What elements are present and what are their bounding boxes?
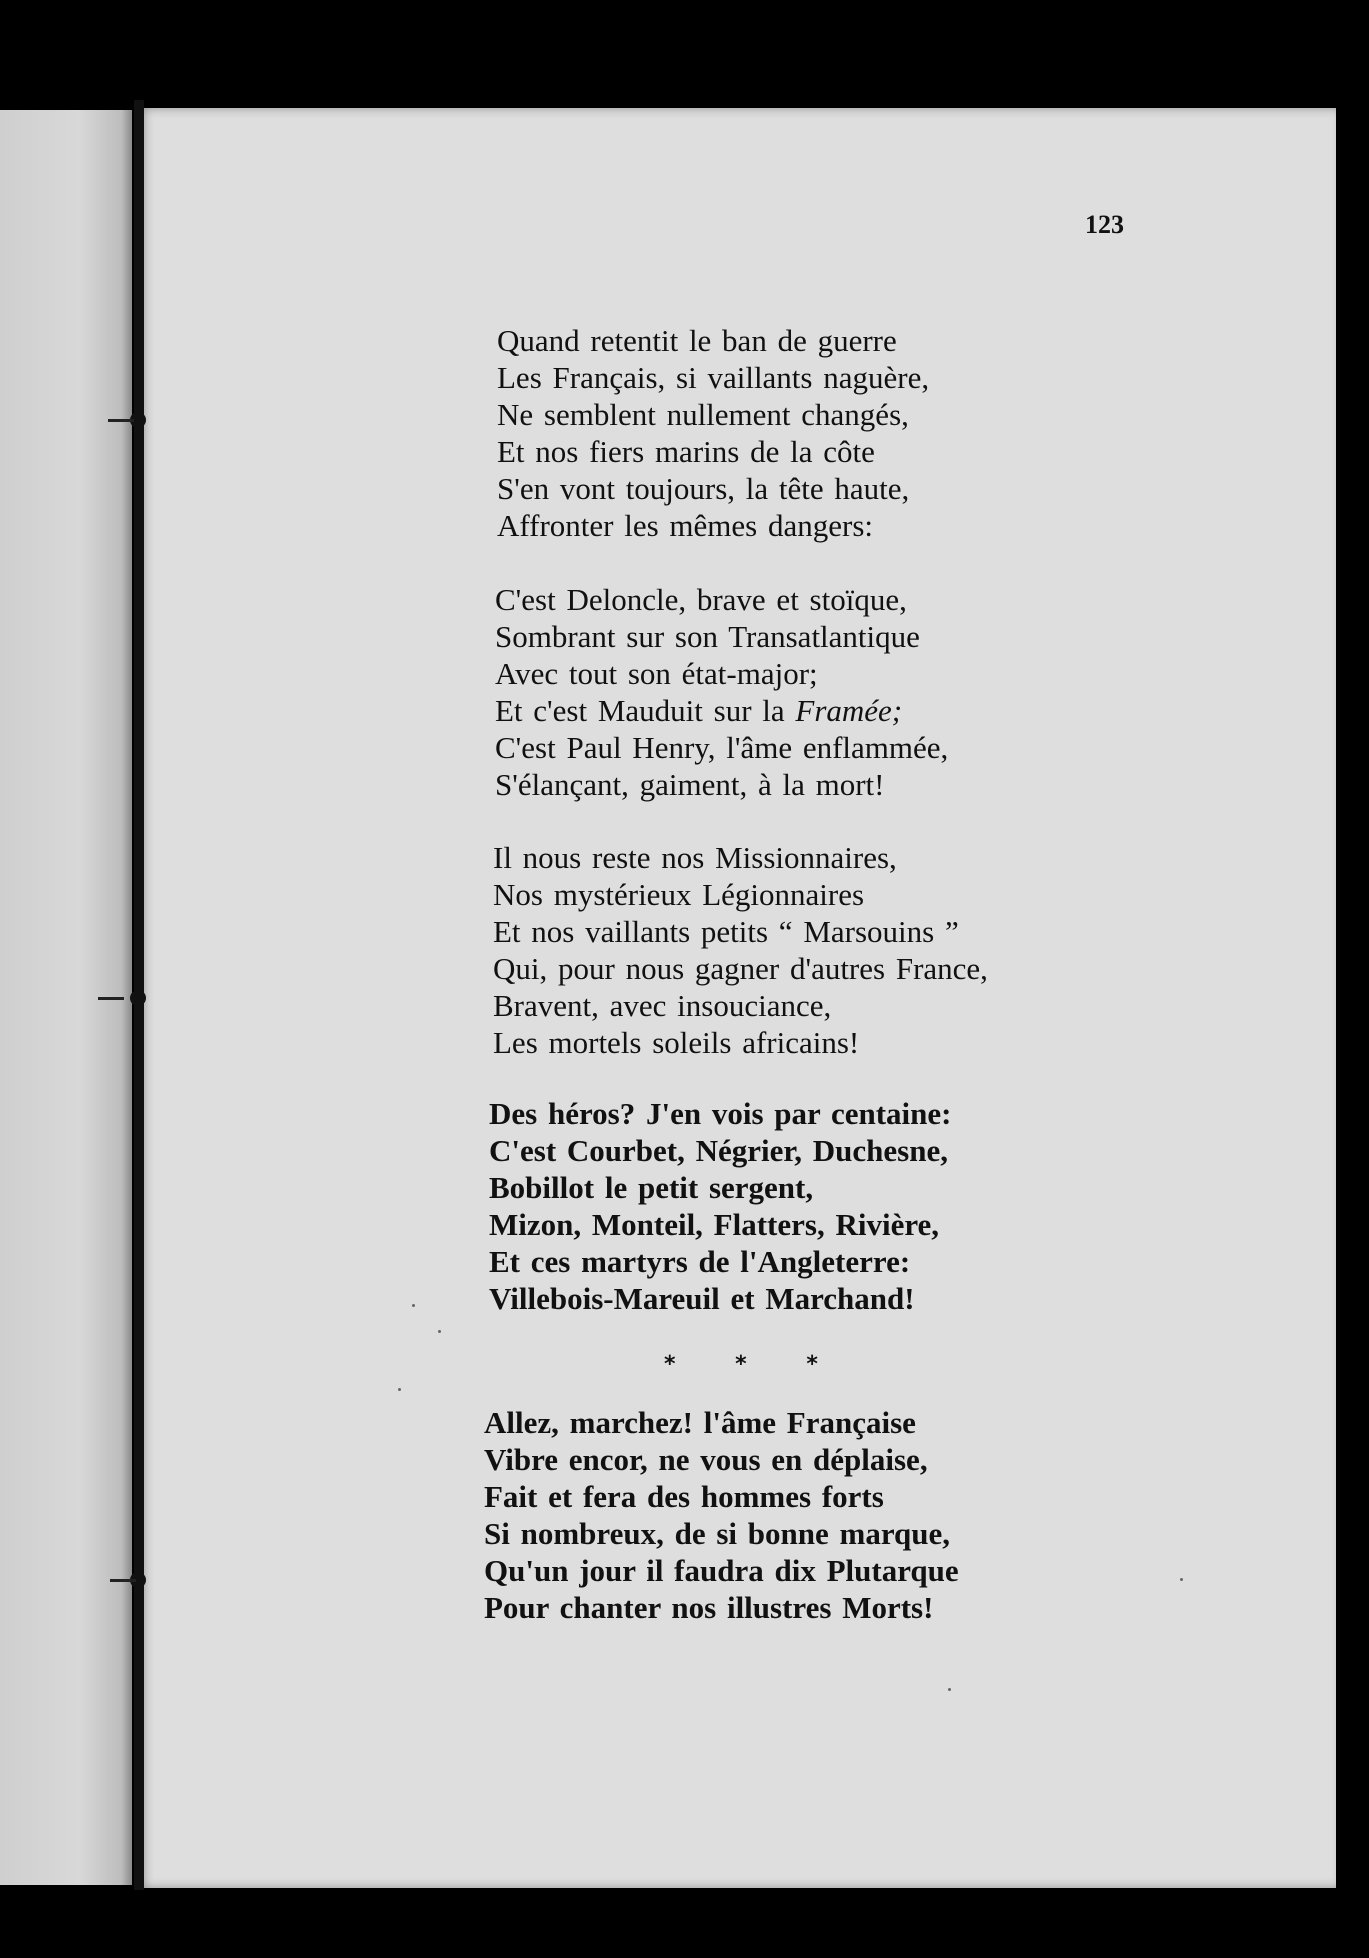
poem-line: Et nos vaillants petits “ Marsouins ” xyxy=(493,914,959,949)
poem-line: Qui, pour nous gagner d'autres France, xyxy=(493,951,988,986)
poem-line: Il nous reste nos Missionnaires, xyxy=(493,840,897,875)
page-number: 123 xyxy=(1085,210,1124,239)
poem-line: Bobillot le petit sergent, xyxy=(489,1170,814,1205)
poem-line: C'est Courbet, Négrier, Duchesne, xyxy=(489,1133,948,1168)
poem-line: Villebois-Mareuil et Marchand! xyxy=(489,1281,915,1316)
poem-line: S'élançant, gaiment, à la mort! xyxy=(495,767,885,802)
poem-line: Avec tout son état-major; xyxy=(495,656,818,691)
ship-name-italic: Framée; xyxy=(795,693,903,728)
poem-line: Et ces martyrs de l'Angleterre: xyxy=(489,1244,911,1279)
poem-line: Bravent, avec insouciance, xyxy=(493,988,832,1023)
poem-line: Et nos fiers marins de la côte xyxy=(497,434,875,469)
poem-line: Ne semblent nullement changés, xyxy=(497,397,909,432)
poem-line: Nos mystérieux Légionnaires xyxy=(493,877,865,912)
poem-line: S'en vont toujours, la tête haute, xyxy=(497,471,910,506)
poem-line: Les mortels soleils africains! xyxy=(493,1025,860,1060)
poem-line: Affronter les mêmes dangers: xyxy=(497,508,874,543)
poem-line: Des héros? J'en vois par centaine: xyxy=(489,1096,952,1131)
poem-line: Mizon, Monteil, Flatters, Rivière, xyxy=(489,1207,940,1242)
poem-line: Vibre encor, ne vous en déplaise, xyxy=(484,1442,928,1477)
poem-line: C'est Paul Henry, l'âme enflammée, xyxy=(495,730,949,765)
poem-line: Qu'un jour il faudra dix Plutarque xyxy=(484,1553,959,1588)
section-separator: * * * xyxy=(664,1352,844,1377)
poem-line: Fait et fera des hommes forts xyxy=(484,1479,884,1514)
poem-line: Si nombreux, de si bonne marque, xyxy=(484,1516,951,1551)
poem-line: Et c'est Mauduit sur la Framée; xyxy=(495,693,903,728)
poem-line: C'est Deloncle, brave et stoïque, xyxy=(495,582,907,617)
poem-line: Quand retentit le ban de guerre xyxy=(497,323,897,358)
poem-line: Les Français, si vaillants naguère, xyxy=(497,360,930,395)
poem-line: Sombrant sur son Transatlantique xyxy=(495,619,920,654)
poem-line: Allez, marchez! l'âme Française xyxy=(484,1405,916,1440)
poem-line: Pour chanter nos illustres Morts! xyxy=(484,1590,934,1625)
